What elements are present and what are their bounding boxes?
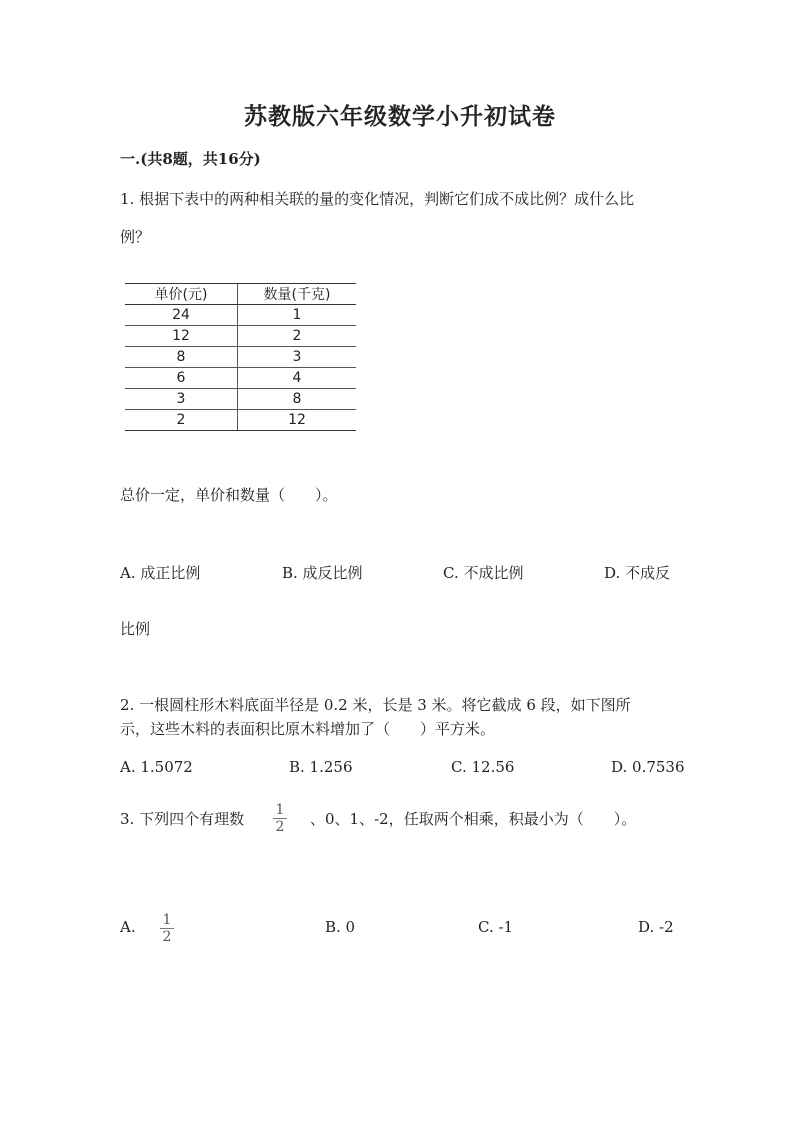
table-header-quantity: 数量(千克)	[238, 284, 357, 305]
table-header-row	[125, 284, 356, 305]
q1-text-line1: 1. 根据下表中的两种相关联的量的变化情况，判断它们成不成比例？成什么比	[120, 190, 635, 208]
table-row	[125, 326, 356, 347]
table-row	[125, 347, 356, 368]
page-title: 苏教版六年级数学小升初试卷	[244, 103, 556, 130]
fraction-numerator: 1	[275, 802, 285, 818]
q2-option-c[interactable]: C. 12.56	[451, 758, 515, 776]
table-cell: 6	[125, 368, 238, 389]
q1-data-table	[125, 283, 356, 431]
q3-option-c[interactable]: C. -1	[478, 918, 514, 936]
table-header-price: 单价(元)	[125, 284, 238, 305]
table-cell: 12	[238, 410, 357, 431]
table-row	[125, 389, 356, 410]
q2-option-d[interactable]: D. 0.7536	[611, 758, 685, 776]
q1-option-a[interactable]: A. 成正比例	[120, 564, 201, 582]
table-cell: 2	[238, 326, 357, 347]
q2-text-line2: 示，这些木料的表面积比原木料增加了（ ）平方米。	[120, 720, 496, 738]
q1-text-line2: 例？	[120, 228, 151, 246]
q1-option-b[interactable]: B. 成反比例	[282, 564, 363, 582]
table-cell: 12	[125, 326, 238, 347]
table-cell: 8	[125, 347, 238, 368]
table-row	[125, 410, 356, 431]
table-cell: 2	[125, 410, 238, 431]
q3-option-a[interactable]: A.	[120, 918, 136, 936]
q3-text-prefix: 3. 下列四个有理数	[120, 810, 245, 828]
table-cell: 3	[125, 389, 238, 410]
q3-option-b[interactable]: B. 0	[325, 918, 356, 936]
q2-option-b[interactable]: B. 1.256	[289, 758, 353, 776]
q3-text-suffix: 、0、1、-2，任取两个相乘，积最小为（ ）。	[310, 810, 637, 828]
table-cell: 3	[238, 347, 357, 368]
q1-option-d[interactable]: D. 不成反	[604, 564, 671, 582]
table-cell: 8	[238, 389, 357, 410]
q3-fraction	[273, 803, 287, 834]
fraction-denominator: 2	[275, 819, 285, 835]
table-row	[125, 305, 356, 326]
q1-option-d-wrap: 比例	[120, 620, 151, 638]
table-cell: 4	[238, 368, 357, 389]
fraction-numerator: 1	[162, 912, 172, 928]
q1-question: 总价一定，单价和数量（ ）。	[120, 486, 338, 504]
q3-option-a-fraction	[160, 913, 174, 944]
q1-option-c[interactable]: C. 不成比例	[443, 564, 524, 582]
fraction-denominator: 2	[162, 929, 172, 945]
table-cell: 24	[125, 305, 238, 326]
table-row	[125, 368, 356, 389]
q2-text-line1: 2. 一根圆柱形木料底面半径是 0.2 米，长是 3 米。将它截成 6 段，如下图所	[120, 696, 631, 714]
q3-option-d[interactable]: D. -2	[638, 918, 674, 936]
section-heading: 一.(共8题，共16分)	[120, 150, 261, 168]
table-cell: 1	[238, 305, 357, 326]
q2-option-a[interactable]: A. 1.5072	[120, 758, 193, 776]
